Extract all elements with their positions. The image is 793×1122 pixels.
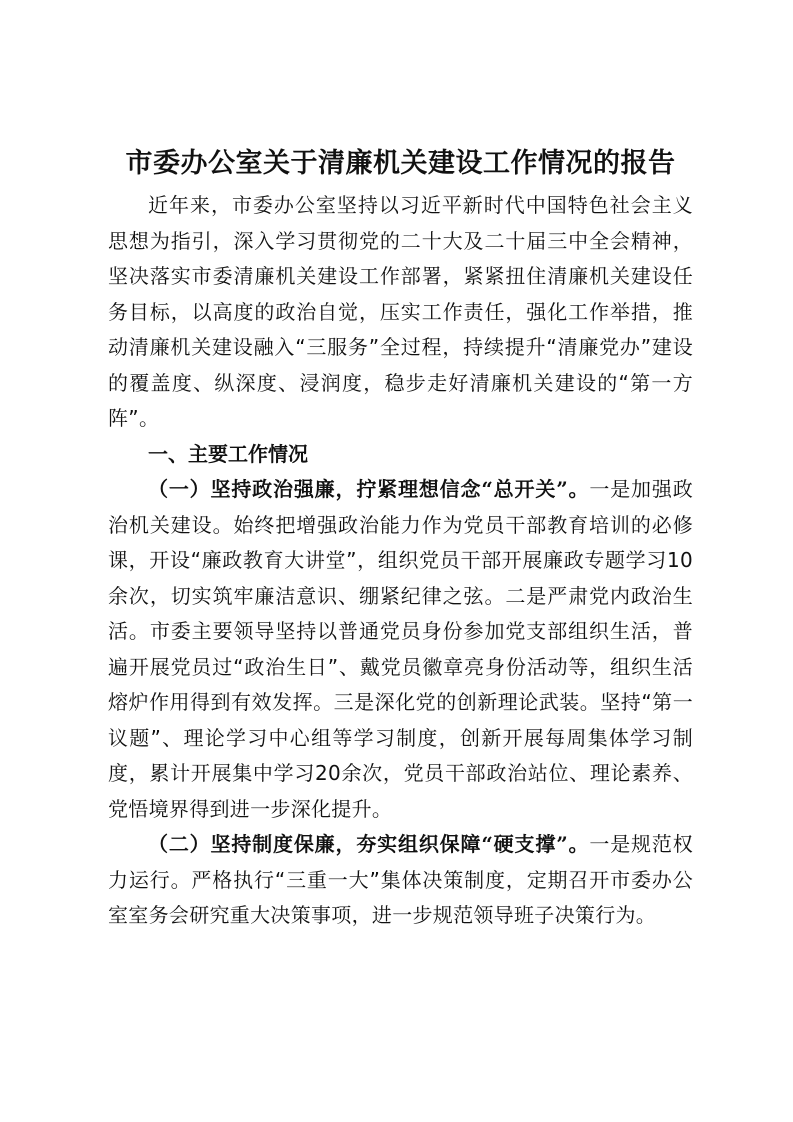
document-page (108, 140, 693, 934)
subsection-1-paragraph (108, 472, 693, 827)
subsection-1-body: 一是加强政治机关建设。始终把增强政治能力作为党员干部教育培训的必修课，开设“廉政教育大讲堂”，组织党员干部开展廉政专题学习10余次，切实筑牢廉洁意识、绷紧纪律之弦。二是严肃党内政治生活。市委主要领导坚持以普通党员身份参加党支部组织生活，普遍开展党员过“政治生日”、戴党员徽章亮身份活动等，组织生活熔炉作用得到有效发挥。三是深化党的创新理论武装。坚持“第一议题”、理论学习中心组等学习制度，创新开展每周集体学习制度，累计开展集中学习20余次，党员干部政治站位、理论素养、党悟境界得到进一步深化提升。 (108, 477, 694, 821)
section-heading-main-work: 一、主要工作情况 (148, 441, 308, 466)
document-title: 市委办公室关于清廉机关建设工作情况的报告 (125, 148, 676, 179)
subsection-2-heading: （二）坚持制度保廉，夯实组织保障“硬支撑”。 (148, 832, 590, 856)
subsection-1-heading: （一）坚持政治强廉，拧紧理想信念“总开关”。 (148, 477, 590, 501)
subsection-2-body: 一是规范权力运行。严格执行“三重一大”集体决策制度，定期召开市委办公室室务会研究重大决策事项，进一步规范领导班子决策行为。 (108, 832, 694, 927)
intro-paragraph: 近年来，市委办公室坚持以习近平新时代中国特色社会主义思想为指引，深入学习贯彻党的二十大及二十届三中全会精神，坚决落实市委清廉机关建设工作部署，紧紧扭住清廉机关建设任务目标，以高度的政治自觉，压实工作责任，强化工作举措，推动清廉机关建设融入“三服务”全过程，持续提升“清廉党办”建设的覆盖度、纵深度、浸润度，稳步走好清廉机关建设的“第一方阵”。 (108, 193, 693, 430)
subsection-2-paragraph (108, 827, 693, 934)
